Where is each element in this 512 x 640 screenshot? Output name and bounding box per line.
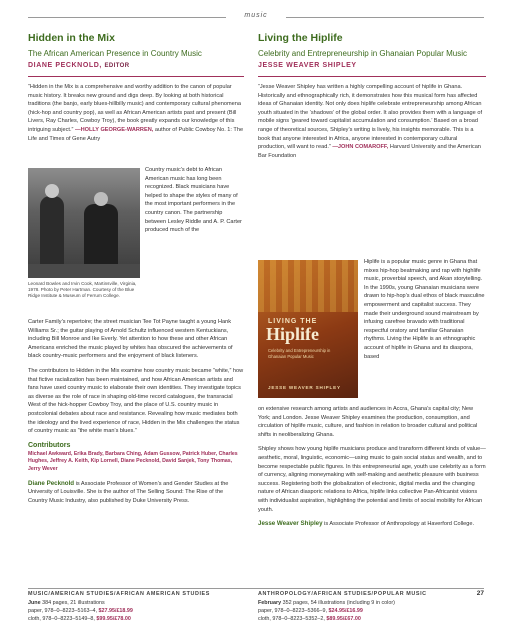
book-title: Living the Hiplife (258, 32, 343, 44)
figure-left-head (45, 184, 59, 198)
divider (258, 76, 486, 77)
cloth-isbn: cloth, 978–0–8223–5149–8, (28, 616, 95, 622)
cloth-price: $89.95/£67.00 (326, 616, 361, 622)
author-name: DIANE PECKNOLD, (28, 62, 102, 69)
quote-text: “Jesse Weaver Shipley has written a highly compelling account of hiplife in Ghana. Historically and ethnographically rich, it demonstrates how this musical form has affected ideas of Ghanaian identity. Not only does hiplife celebrate entrepreneurship among African youth situated in the ‘shadows’ of the global order. It also provides them with a language of mobile signs ‘geared toward capitalist accumulation and consumption.’ Based on a broad range of theoretical sources, Shipley’s writing is lively, his insights memorable. This is a book that anyone interested in Africa, anyone interested in contemporary cultural production, will want to read.” (258, 84, 482, 151)
review-quote (258, 83, 486, 160)
book-cover (258, 260, 358, 398)
cover-subtitle: Celebrity and Entrepreneurship in Ghanaian Popular Music (268, 348, 331, 359)
quote-text: “Hidden in the Mix is a comprehensive and worthy addition to the canon of popular music history. It breaks new ground and digs deep. By looking at both historical traditions (the banjo, early blues-hillbilly music) and contemporary cultural phenomena (hick-hop and country pop), as well as African American artists past and present (Bill Livers, Ray Charles, Cowboy Troy), the book greatly expands our knowledge of this intriguing subject.” (28, 84, 241, 133)
pub-info: 384 pages, 21 illustrations (42, 600, 105, 606)
footer-cloth-right (258, 616, 361, 622)
photo-floor (28, 264, 140, 278)
paper-isbn: paper, 978–0–8223–5163–4, (28, 608, 97, 614)
footer-category-left: MUSIC/AMERICAN STUDIES/AFRICAN AMERICAN STUDIES (28, 591, 210, 597)
intro-paragraph: Country music’s debt to African American music has long been recognized. Black musicians have helped to shape the styles of many of the most important performers in the country canon. The partnership between Lesley Riddle and A. P. Carter produced much of the (145, 167, 242, 234)
cover-top-text: LIVING THE (268, 318, 318, 325)
bio-name: Diane Pecknold (28, 479, 75, 487)
section-label: music (244, 12, 268, 19)
body-paragraph: The contributors to Hidden in the Mix examine how country music became “white,” how that fictive racialization has been maintained, and how African American artists and fans have used country music to elaborate their own identities. They investigate topics as diverse as the role of race in shaping old-time record catalogues, the transracial West of the hick-hopper Cowboy Troy, and the place of U.S. country music in postcolonial debates about race and resistance. Revealing how music mediates both the ideology and the lived experience of race, Hidden in the Mix challenges the status of country music as “the white man’s blues.” (28, 367, 244, 435)
header-rule-right (286, 17, 484, 18)
quote-author: —JOHN COMAROFF, (332, 144, 389, 151)
bio-text: is Associate Professor of Anthropology at Haverford College. (324, 521, 474, 528)
page-number: 27 (476, 590, 484, 597)
book-title: Hidden in the Mix (28, 32, 115, 44)
photo-caption: Leonard Bowles and Irvin Cook, Martinsville, Virginia, 1978. Photo by Peter Hartman. Courtesy of the Blue Ridge Institute & Museum of Ferrum College. (28, 281, 137, 299)
body-paragraph: Shipley shows how young hiplife musicians produce and transform different kinds of value—aesthetic, moral, linguistic, economic—using music to gain social status and wealth, and to become respectable public figures. In this entrepreneurial age, youth use celebrity as a form of currency, aligning moneymaking with self-making and aesthetic pleasure with business success. Registering both the globalization of electronic, digital media and the changing nature of African diasporic relations to Africa, hiplife links collective Pan-Africanist visions with individualist aspiration, highlighting the potential and limits of social mobility for African youth. (258, 446, 486, 513)
footer-paper-left (28, 608, 133, 614)
cover-title: Hiplife (266, 324, 319, 344)
bio-text: is Associate Professor of Women’s and Gender Studies at the University of Louisville. She is the author of The Selling Sound: The Rise of the Country Music Industry, also published by Duke University Press. (28, 480, 229, 504)
contributors-heading: Contributors (28, 441, 71, 449)
cloth-price: $99.95/£78.00 (96, 616, 131, 622)
figure-left (40, 196, 64, 266)
pub-month: June (28, 600, 41, 606)
bio-name: Jesse Weaver Shipley (258, 520, 323, 528)
body-paragraph: Carter Family’s repertoire; the street musician Tee Tot Payne taught a young Hank Williams Sr.; the guitar playing of Arnold Schultz influenced western Kentuckians, including Bill Monroe and Ike Everly. Yet attention to how these and other African Americans enriched the music played by whites has obscured the achievements of black country-music performers and the enjoyment of black listeners. (28, 319, 233, 360)
author-bio (28, 480, 244, 506)
footer-pub-info-right (258, 600, 395, 606)
contributors-list: Michael Awkward, Erika Brady, Barbara Ching, Adam Gussow, Patrick Huber, Charles Hughes, Jeffrey A. Keith, Kip Lornell, Diane Pecknold, David Sanjek, Tony Thomas, Jerry Wever (28, 450, 238, 472)
paper-price: $27.95/£18.99 (98, 608, 133, 614)
footer-cloth-left (28, 616, 131, 622)
paper-isbn: paper, 978–0–8223–5366–9, (258, 608, 327, 614)
footer-paper-right (258, 608, 363, 614)
right-body (258, 405, 486, 529)
cover-author: JESSE WEAVER SHIPLEY (268, 385, 341, 390)
book-author (28, 62, 244, 69)
author-role: EDITOR (104, 63, 130, 69)
cover-pattern (258, 260, 358, 312)
quote-credential: author of Public Cowboy No. 1: The Life and Times of Gene Autry (28, 126, 244, 142)
book-author: JESSE WEAVER SHIPLEY (258, 62, 357, 69)
archival-photo-block (28, 168, 140, 300)
footer-pub-info-left (28, 600, 105, 606)
footer-category-right: ANTHROPOLOGY/AFRICAN STUDIES/POPULAR MUSIC (258, 591, 427, 597)
figure-right-head (94, 192, 108, 206)
book-hidden-in-the-mix (28, 32, 244, 143)
quote-credential: Harvard University and the American Bar Foundation (258, 144, 481, 159)
book-living-the-hiplife (258, 32, 486, 160)
musicians-photo (28, 168, 140, 278)
divider (28, 76, 244, 77)
page-footer (28, 588, 484, 628)
book-subtitle: The African American Presence in Country Music (28, 49, 202, 58)
book-subtitle: Celebrity and Entrepreneurship in Ghanaian Popular Music (258, 49, 468, 58)
review-quote (28, 83, 244, 143)
figure-right (84, 204, 118, 266)
body-paragraph: on extensive research among artists and audiences in Accra, Ghana’s capital city; New York; and London. Jesse Weaver Shipley examines the production, consumption, and circulation of hiplife music, culture, and fashion in relation to broader cultural and political shifts in neoliberalizing Ghana. (258, 406, 478, 438)
intro-paragraph: Hiplife is a popular music genre in Ghana that mixes hip-hop beatmaking and rap with highlife music, proverbial speech, and Akan storytelling. In the 1990s, young Ghanaian musicians were drawn to hip-hop’s dual ethos of black masculine empowerment and capitalist success. They made their underground sound mainstream by infusing carefree bravado with traditional respectful oratory and familiar Ghanaian rhythms. Living the Hiplife is an ethnographic account of hiplife in Ghana and its diaspora, based (364, 259, 485, 360)
author-bio (258, 520, 486, 529)
section-header (28, 12, 484, 22)
paper-price: $24.95/£16.99 (328, 608, 363, 614)
cloth-isbn: cloth, 978–0–8223–5352–2, (258, 616, 325, 622)
quote-author: —HOLLY GEORGE-WARREN, (74, 126, 154, 133)
pub-info: 352 pages, 54 illustrations (including 9 in color) (282, 600, 395, 606)
pub-month: February (258, 600, 282, 606)
left-body (28, 318, 244, 505)
